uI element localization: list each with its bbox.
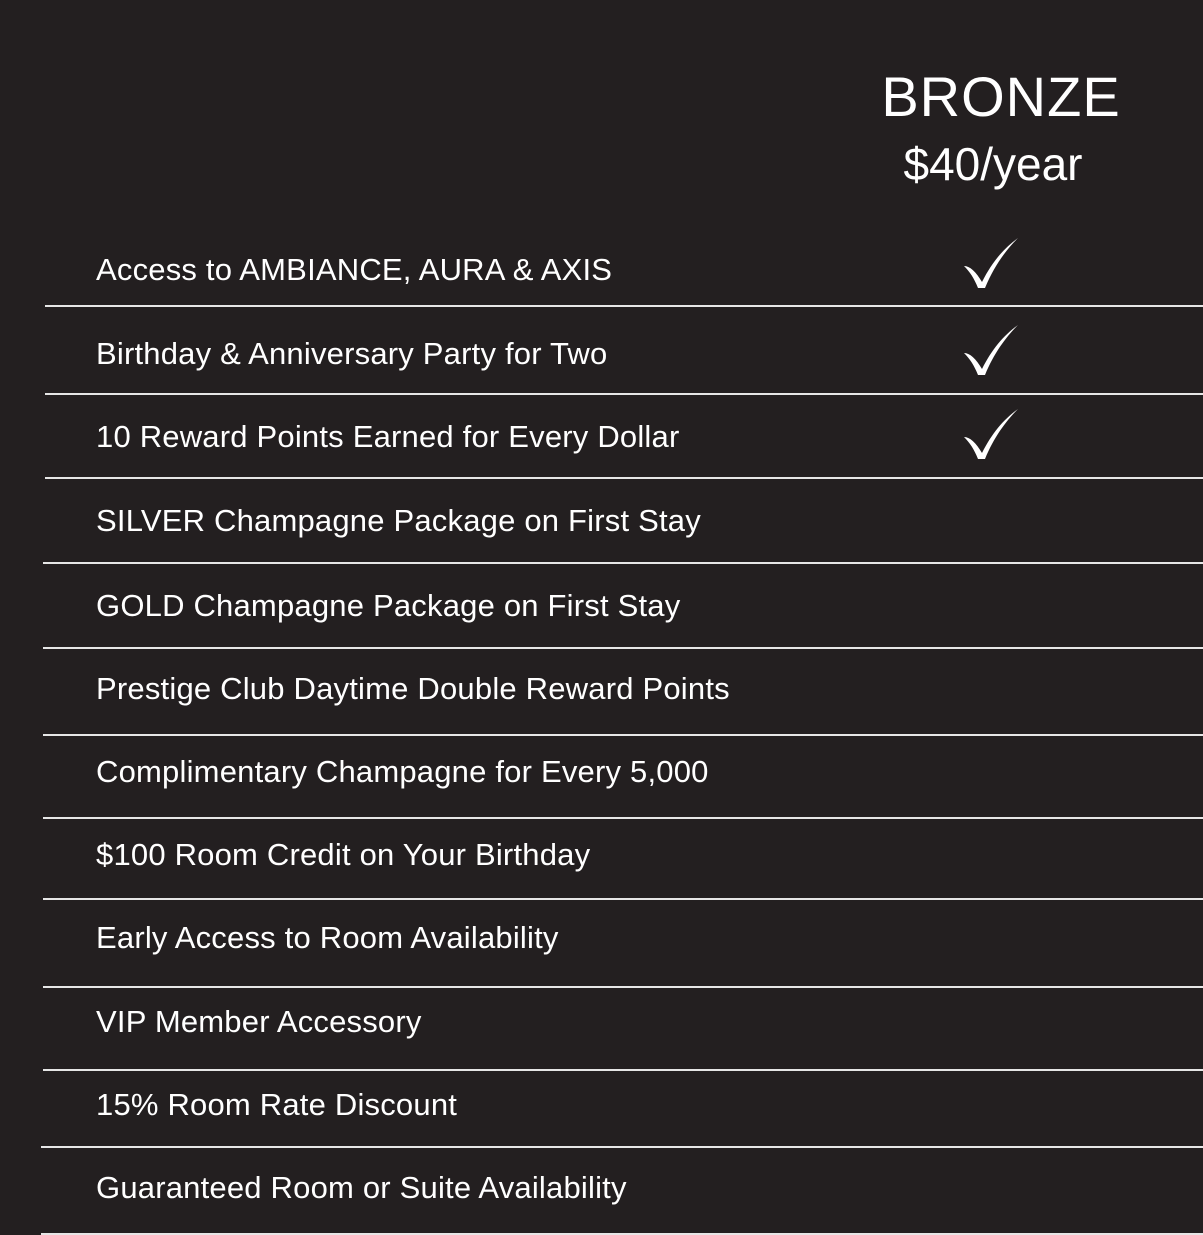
row-divider	[43, 986, 1203, 988]
row-divider	[45, 477, 1203, 479]
benefit-label: Guaranteed Room or Suite Availability	[96, 1170, 627, 1205]
benefit-label: SILVER Champagne Package on First Stay	[96, 503, 701, 538]
row-divider	[43, 898, 1203, 900]
benefit-label: Access to AMBIANCE, AURA & AXIS	[96, 252, 613, 287]
tier-price: $40/year	[903, 138, 1083, 190]
row-divider	[43, 1069, 1203, 1071]
row-divider	[43, 817, 1203, 819]
tier-name: BRONZE	[881, 65, 1121, 128]
checkmark-icon	[962, 407, 1020, 461]
row-divider	[45, 393, 1203, 395]
checkmark-icon	[962, 236, 1020, 290]
benefit-label: VIP Member Accessory	[96, 1004, 422, 1039]
benefit-label: Complimentary Champagne for Every 5,000	[96, 754, 709, 789]
benefit-label: 15% Room Rate Discount	[96, 1087, 458, 1122]
benefit-label: $100 Room Credit on Your Birthday	[96, 837, 591, 872]
benefit-label: 10 Reward Points Earned for Every Dollar	[96, 419, 680, 454]
benefit-label: Birthday & Anniversary Party for Two	[96, 336, 608, 371]
row-divider	[43, 734, 1203, 736]
benefit-label: Prestige Club Daytime Double Reward Points	[96, 671, 730, 706]
row-divider	[43, 647, 1203, 649]
checkmark-icon	[962, 323, 1020, 377]
tier-header	[850, 62, 1150, 194]
row-divider	[41, 1146, 1203, 1148]
row-divider	[45, 305, 1203, 307]
benefit-label: GOLD Champagne Package on First Stay	[96, 588, 681, 623]
benefit-label: Early Access to Room Availability	[96, 920, 559, 955]
row-divider	[43, 562, 1203, 564]
